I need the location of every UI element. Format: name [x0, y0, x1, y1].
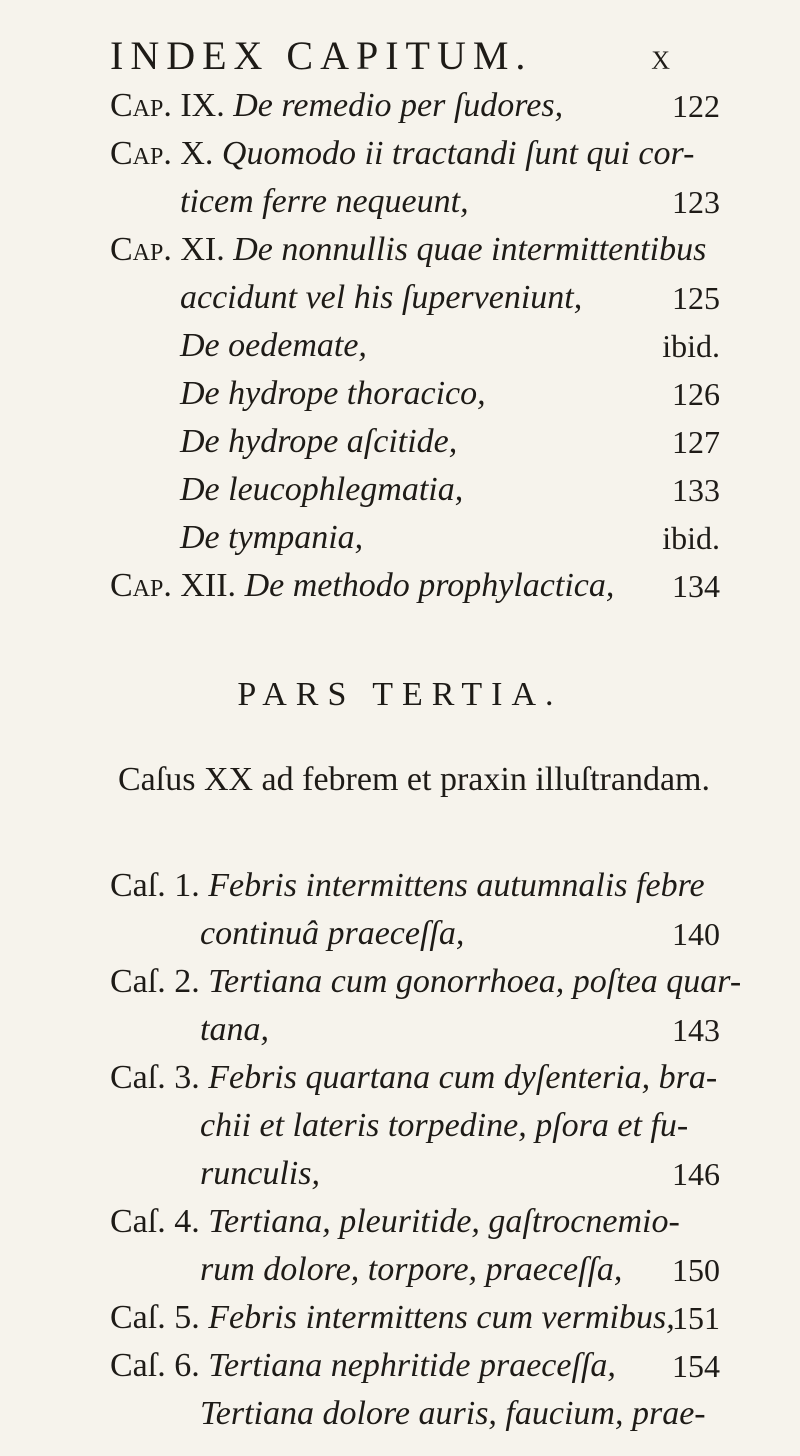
toc-entry-continuation [180, 178, 720, 226]
toc-entry-continuation [180, 274, 720, 322]
toc-entry-continuation [200, 1006, 720, 1054]
entry-title: Febris quartana cum dyſenteria, bra- [208, 1059, 718, 1096]
entry-title: accidunt vel his ſuperveniunt, [180, 279, 583, 316]
entry-page: ibid. [662, 520, 720, 556]
entry-page: 143 [672, 1012, 720, 1048]
entry-label: Caſ. 3. [110, 1059, 200, 1096]
entry-title: runculis, [200, 1155, 320, 1192]
entry-label: Caſ. 4. [110, 1203, 200, 1240]
signature-mark: Χ [651, 46, 670, 75]
entry-title: De methodo prophylactica, [244, 567, 615, 604]
entry-page: 126 [672, 376, 720, 412]
entry-label: Caſ. 5. [110, 1299, 200, 1336]
entry-title: Tertiana dolore auris, faucium, prae- [200, 1395, 706, 1432]
entry-page: 140 [672, 916, 720, 952]
entry-label: Caſ. 1. [110, 867, 200, 904]
toc-subentry [180, 514, 720, 562]
section-heading: PARS TERTIA. [237, 676, 563, 713]
entry-page: 122 [672, 88, 720, 124]
toc-subentry [180, 418, 720, 466]
entry-title: continuâ praeceſſa, [200, 915, 465, 952]
toc-entry-continuation [200, 910, 720, 958]
entry-title: Febris intermittens autumnalis febre [208, 867, 705, 904]
entry-title: ticem ferre nequeunt, [180, 183, 469, 220]
entry-page: 134 [672, 568, 720, 604]
toc-entry [110, 1342, 720, 1390]
entry-label: Cap. XI. [110, 231, 225, 268]
entry-title: tana, [200, 1011, 269, 1048]
entry-title: Tertiana, pleuritide, gaſtrocnemio- [208, 1203, 680, 1240]
entry-page: 150 [672, 1252, 720, 1288]
entry-title: De tympania, [180, 519, 364, 556]
entry-title: De hydrope aſcitide, [180, 423, 458, 460]
entry-label: Caſ. 2. [110, 963, 200, 1000]
entry-title: De oedemate, [180, 327, 367, 364]
toc-entry [110, 82, 720, 130]
entry-page: 125 [672, 280, 720, 316]
toc-entry [110, 130, 720, 178]
entry-label: Cap. X. [110, 135, 214, 172]
entry-title: Tertiana nephritide praeceſſa, [208, 1347, 616, 1384]
toc-entry-continuation [200, 1390, 720, 1438]
toc-entry-continuation [200, 1150, 720, 1198]
entry-label: Caſ. 6. [110, 1347, 200, 1384]
entry-page: ibid. [662, 328, 720, 364]
toc-entry [110, 1054, 720, 1102]
entry-title: chii et lateris torpedine, pſora et fu- [200, 1107, 689, 1144]
header-title: INDEX CAPITUM. [110, 33, 533, 78]
entry-page: 151 [672, 1300, 720, 1336]
entry-label: Cap. IX. [110, 87, 225, 124]
entry-title: De remedio per ſudores, [233, 87, 564, 124]
running-header [110, 32, 670, 79]
entry-page: 123 [672, 184, 720, 220]
entry-title: Febris intermittens cum vermibus, [208, 1299, 675, 1336]
entry-title: Tertiana cum gonorrhoea, poſtea quar- [208, 963, 742, 1000]
section-intro: Caſus XX ad febrem et praxin illuſtrandam. [118, 761, 710, 798]
entry-title: De leucophlegmatia, [180, 471, 464, 508]
entry-title: Quomodo ii tractandi ſunt qui cor- [221, 135, 695, 172]
toc-entry [110, 1294, 720, 1342]
toc-subentry [180, 370, 720, 418]
toc-entry [110, 226, 720, 274]
entry-title: De hydrope thoracico, [180, 375, 486, 412]
toc-subentry [180, 466, 720, 514]
toc-entry [110, 862, 720, 910]
entry-label: Cap. XII. [110, 567, 237, 604]
entry-title: De nonnullis quae intermittentibus [233, 231, 707, 268]
entry-page: 133 [672, 472, 720, 508]
toc-entry-continuation [200, 1246, 720, 1294]
toc-entry [110, 562, 720, 610]
toc-entry [110, 1198, 720, 1246]
toc-entry-continuation [200, 1102, 720, 1150]
entry-page: 127 [672, 424, 720, 460]
entry-page: 146 [672, 1156, 720, 1192]
toc-subentry [180, 322, 720, 370]
toc-entry [110, 958, 742, 1006]
entry-title: rum dolore, torpore, praeceſſa, [200, 1251, 623, 1288]
entry-page: 154 [672, 1348, 720, 1384]
